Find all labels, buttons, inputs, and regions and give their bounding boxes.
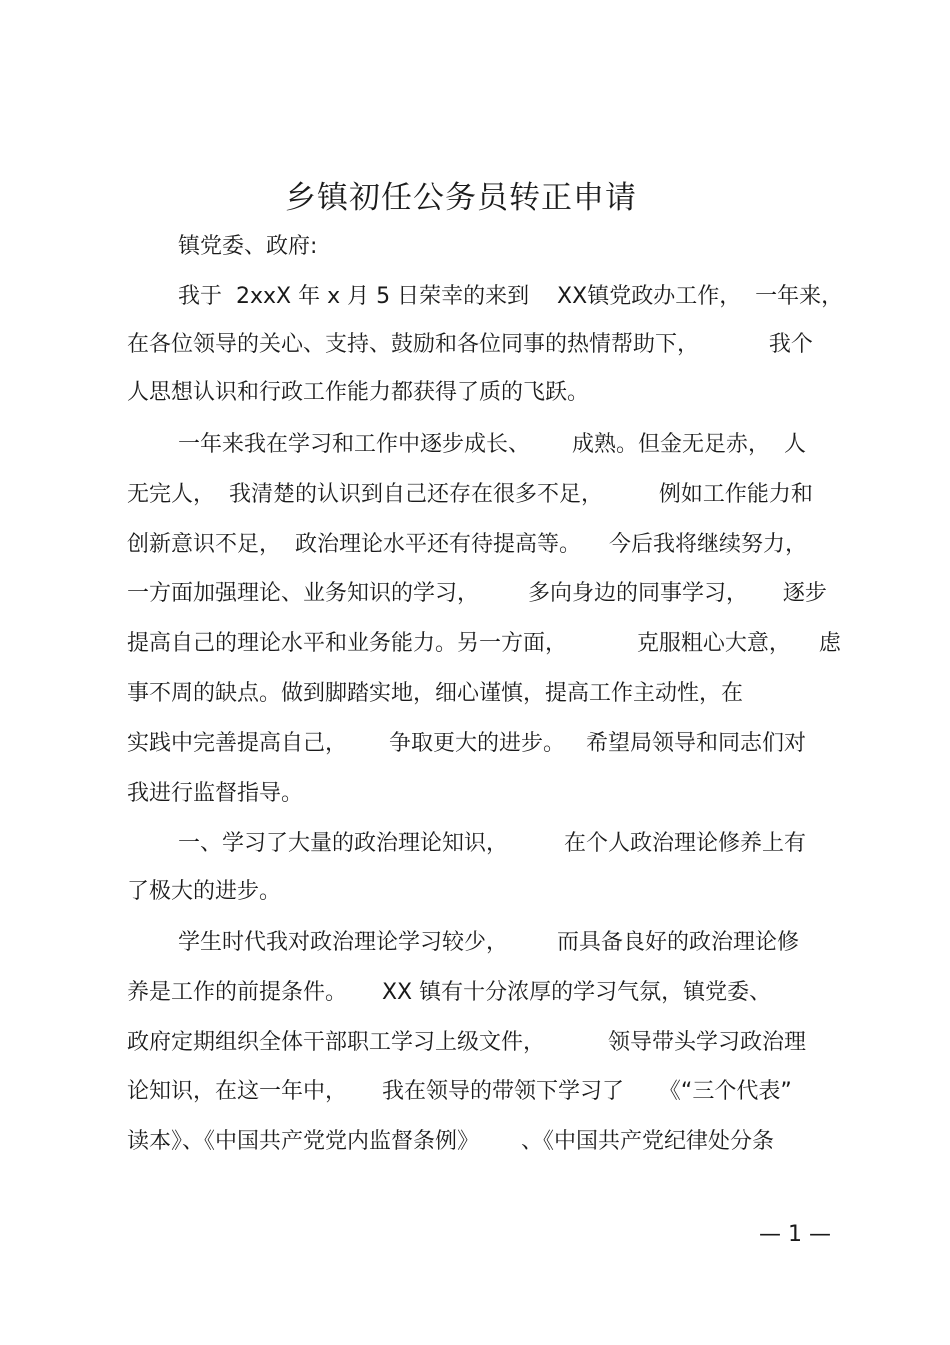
- body-line: 一方面加强理论、业务知识的学习， 多向身边的同事学习， 逐步: [127, 581, 827, 606]
- section-heading-line: 了极大的进步。: [127, 879, 282, 904]
- body-line: 人思想认识和行政工作能力都获得了质的飞跃。: [127, 380, 590, 405]
- body-line: 我进行监督指导。: [127, 781, 304, 806]
- body-line: 养是工作的前提条件。 XX 镇有十分浓厚的学习气氛，镇党委、: [127, 980, 772, 1005]
- body-line: 提高自己的理论水平和业务能力。另一方面， 克服粗心大意， 虑: [127, 631, 841, 656]
- body-line: 论知识，在这一年中， 我在领导的带领下学习了 《“三个代表”: [127, 1079, 792, 1104]
- body-line: 无完人， 我清楚的认识到自己还存在很多不足， 例如工作能力和: [127, 482, 813, 507]
- page-number: — 1 —: [759, 1222, 831, 1247]
- document-title: 乡镇初任公务员转正申请: [285, 180, 637, 216]
- body-line: 一年来我在学习和工作中逐步成长、 成熟。但金无足赤， 人: [178, 432, 806, 457]
- salutation-line: 镇党委、政府:: [178, 234, 318, 259]
- body-line: 实践中完善提高自己， 争取更大的进步。 希望局领导和同志们对: [127, 731, 806, 756]
- body-line: 在各位领导的关心、支持、鼓励和各位同事的热情帮助下， 我个: [127, 332, 813, 357]
- body-line: 我于 2xxX 年 x 月 5 日荣幸的来到 XX镇党政办工作， 一年来，: [178, 284, 844, 309]
- body-line: 创新意识不足， 政治理论水平还有待提高等。 今后我将继续努力，: [127, 532, 807, 557]
- body-line: 事不周的缺点。做到脚踏实地，细心谨慎，提高工作主动性，在: [127, 681, 744, 706]
- body-line: 学生时代我对政治理论学习较少， 而具备良好的政治理论修: [178, 930, 799, 955]
- body-line: 读本》、《中国共产党党内监督条例》 、《中国共产党纪律处分条: [127, 1129, 774, 1154]
- body-line: 政府定期组织全体干部职工学习上级文件， 领导带头学习政治理: [127, 1030, 806, 1055]
- section-heading-line: 一、学习了大量的政治理论知识， 在个人政治理论修养上有: [178, 831, 806, 856]
